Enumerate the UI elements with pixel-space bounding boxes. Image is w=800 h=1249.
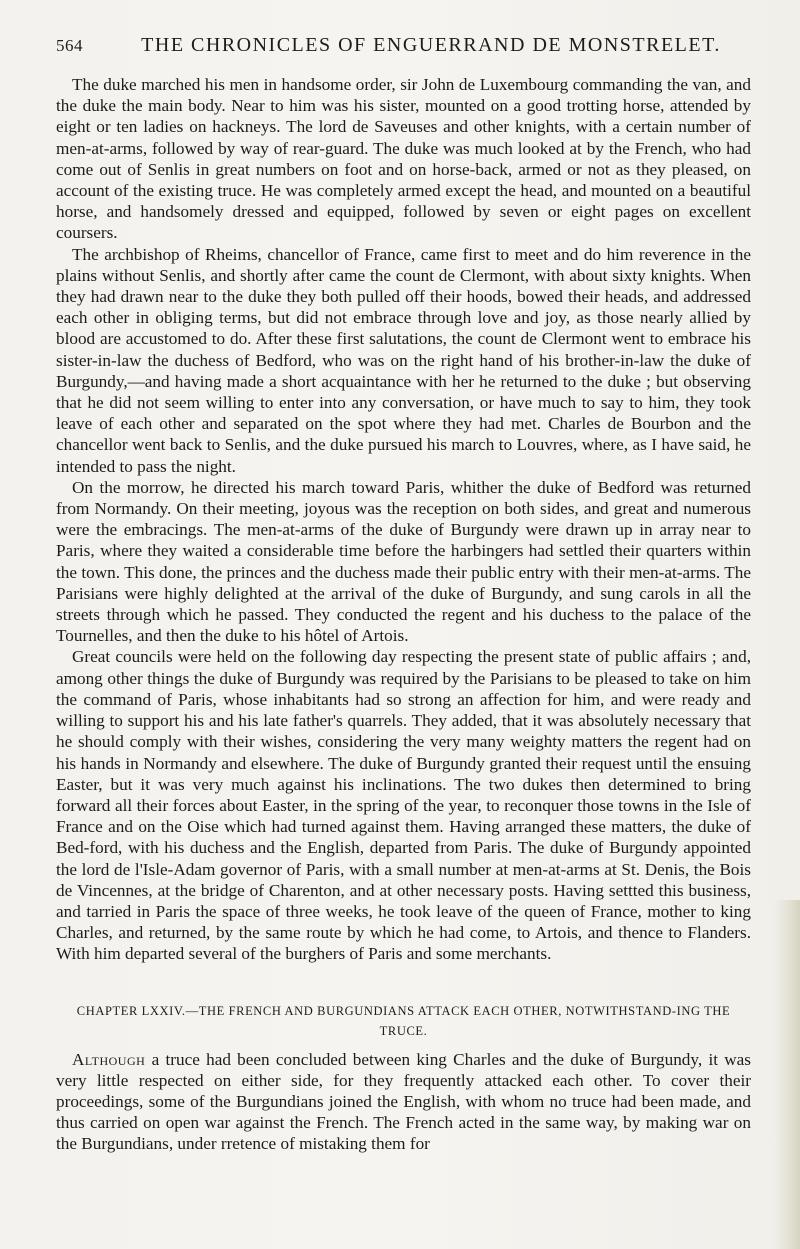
- chapter-opening-text: a truce had been concluded between king Charles and the duke of Burgundy, it was very little respected on either side, for they frequently attacked each other. To cover their proceedings, some of the Burgundians joined the English, with whom no truce had been made, and thus carried on open war against the French. The French acted in the same way, by making war on the Burgundians, under rretence of mistaking them for: [56, 1049, 751, 1154]
- running-head: THE CHRONICLES OF ENGUERRAND DE MONSTRELET.: [141, 34, 721, 56]
- chapter-opening-paragraph: [56, 1049, 751, 1155]
- page-edge-shading: [774, 900, 800, 1249]
- paragraph: The duke marched his men in handsome order, sir John de Luxembourg commanding the van, and the duke the main body. Near to him was his sister, mounted on a good trotting horse, attended by eight or ten ladies on hackneys. The lord de Saveuses and other knights, with a certain number of men-at-arms, followed by way of rear-guard. The duke was much looked at by the French, who had come out of Senlis in great numbers on foot and on horse-back, armed or not as they pleased, on account of the existing truce. He was completely armed except the head, and mounted on a beautiful horse, and handsomely dressed and equipped, followed by seven or eight pages on excellent coursers.: [56, 75, 751, 243]
- paragraph: Great councils were held on the following day respecting the present state of public affairs ; and, among other things the duke of Burgundy was required by the Parisians to be pleased to take on him the command of Paris, whose inhabitants had so strong an affection for him, and were ready and willing to support his and his late father's quarrels. They added, that it was absolutely necessary that he should comply with their wishes, considering the very many weighty matters the regent had on his hands in Normandy and elsewhere. The duke of Burgundy granted their request until the ensuing Easter, but it was very much against his inclinations. The two dukes then determined to bring forward all their forces about Easter, in the spring of the year, to reconquer those towns in the Isle of France and on the Oise which had turned against them. Having arranged these matters, the duke of Bed-ford, with his duchess and the English, departed from Paris. The duke of Burgundy appointed the lord de l'Isle-Adam governor of Paris, with a small number at men-at-arms at St. Denis, the Bois de Vincennes, at the bridge of Charenton, and at other necessary posts. Having settted this business, and tarried in Paris the space of three weeks, he took leave of the queen of France, mother to king Charles, and returned, by the same route by which he had come, to Artois, and thence to Flanders. With him departed several of the burghers of Paris and some merchants.: [56, 647, 751, 964]
- body-text: [56, 74, 751, 1155]
- page-header: [56, 34, 756, 60]
- paragraph: The archbishop of Rheims, chancellor of France, came first to meet and do him reverence in the plains without Senlis, and shortly after came the count de Clermont, with about sixty knights. When they had drawn near to the duke they both pulled off their hoods, bowed their heads, and addressed each other in obliging terms, but did not embrace through love and joy, as those nearly allied by blood are accustomed to do. After these first salutations, the count de Clermont went to embrace his sister-in-law the duchess of Bedford, who was on the right hand of his brother-in-law the duke of Burgundy,—and having made a short acquaintance with her he returned to the duke ; but observing that he did not seem willing to enter into any conversation, or have much to say to him, they took leave of each other and separated on the spot where they had met. Charles de Bourbon and the chancellor went back to Senlis, and the duke pursued his march to Louvres, where, as I have said, he intended to pass the night.: [56, 244, 751, 476]
- chapter-heading: CHAPTER LXXIV.—THE FRENCH AND BURGUNDIANS ATTACK EACH OTHER, NOTWITHSTAND-ING THE TRUCE.: [76, 1003, 731, 1038]
- page-number: 564: [56, 36, 83, 55]
- chapter-lead-word: Although: [72, 1049, 146, 1069]
- paragraph: On the morrow, he directed his march toward Paris, whither the duke of Bedford was returned from Normandy. On their meeting, joyous was the reception on both sides, and great and numerous were the embracings. The men-at-arms of the duke of Burgundy were drawn up in array near to Paris, where they waited a considerable time before the harbingers had settled their quarters within the town. This done, the princes and the duchess made their public entry with their men-at-arms. The Parisians were highly delighted at the arrival of the duke of Burgundy, and sung carols in all the streets through which he passed. They conducted the regent and his duchess to the palace of the Tournelles, and then the duke to his hôtel of Artois.: [56, 477, 751, 646]
